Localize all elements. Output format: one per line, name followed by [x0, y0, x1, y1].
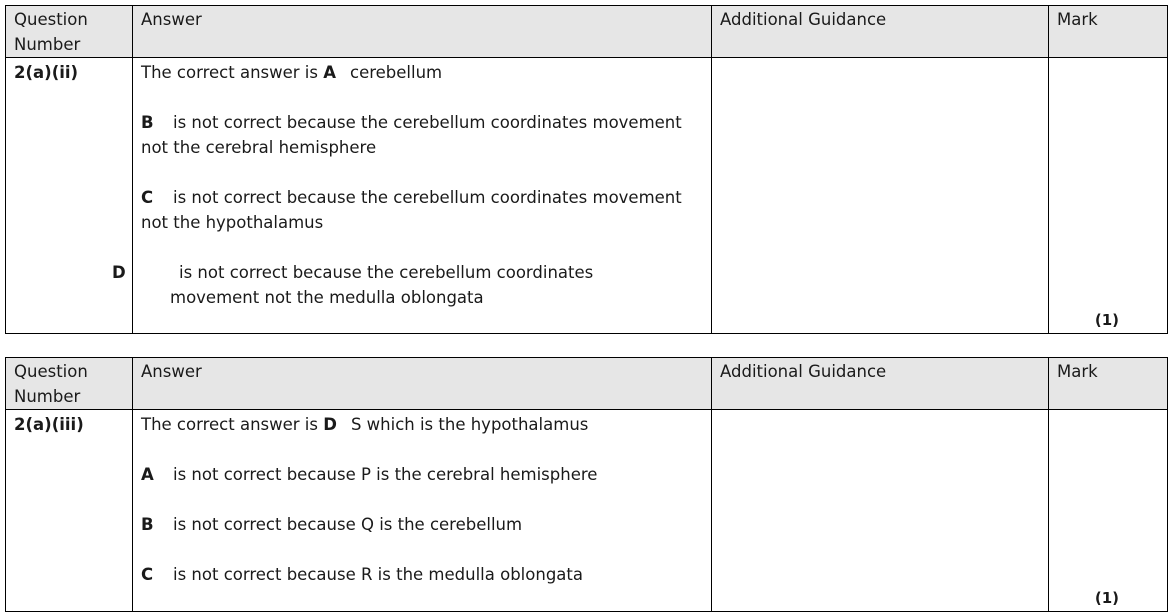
header-additional-guidance: Additional Guidance [712, 6, 1049, 58]
header-question-number: Question Number [6, 358, 133, 410]
header-additional-guidance: Additional Guidance [712, 358, 1049, 410]
header-answer: Answer [133, 358, 712, 410]
question-number: 2(a)(ii) [6, 58, 133, 334]
option-text: is not correct because R is the medulla oblongata [173, 565, 583, 584]
header-mark: Mark [1049, 358, 1168, 410]
additional-guidance-cell [712, 58, 1049, 334]
answer-cell [133, 410, 712, 612]
correct-answer-text: S which is the hypothalamus [350, 415, 589, 434]
option-explanation [141, 185, 703, 235]
mark-cell [1049, 58, 1168, 334]
option-letter: C [141, 565, 154, 584]
mark-scheme-table-2a-iii [5, 357, 1168, 612]
option-letter: B [141, 515, 154, 534]
option-text-continued: not the cerebral hemisphere [141, 138, 377, 157]
option-letter: A [141, 465, 154, 484]
mark-value: (1) [1094, 589, 1119, 607]
option-explanation [141, 562, 703, 587]
option-letter: B [141, 113, 154, 132]
option-text: is not correct because the cerebellum coordinates movement [173, 188, 682, 207]
correct-answer-prefix: The correct answer is [141, 63, 318, 82]
option-letter: C [141, 188, 154, 207]
answer-row [6, 58, 1168, 334]
header-answer: Answer [133, 6, 712, 58]
header-mark: Mark [1049, 6, 1168, 58]
question-number: 2(a)(iii) [6, 410, 133, 612]
option-text: is not correct because P is the cerebral hemisphere [173, 465, 598, 484]
mark-scheme-table-2a-ii [5, 5, 1168, 334]
option-text: is not correct because the cerebellum coordinates movement [173, 113, 682, 132]
correct-answer-prefix: The correct answer is [141, 415, 318, 434]
option-text-continued: not the hypothalamus [141, 213, 324, 232]
correct-answer-text: cerebellum [350, 63, 443, 82]
option-text: is not correct because the cerebellum coordinates [179, 263, 594, 282]
header-row [6, 6, 1168, 58]
answer-row [6, 410, 1168, 612]
option-text: is not correct because Q is the cerebellum [173, 515, 523, 534]
correct-answer-line [141, 60, 703, 85]
option-explanation [141, 110, 703, 160]
option-explanation [141, 512, 703, 537]
option-text-continued: movement not the medulla oblongata [170, 288, 484, 307]
option-explanation [141, 462, 703, 487]
header-question-number: Question Number [6, 6, 133, 58]
correct-answer-line [141, 412, 703, 437]
additional-guidance-cell [712, 410, 1049, 612]
mark-value: (1) [1094, 311, 1119, 329]
correct-answer-letter: A [323, 63, 337, 82]
option-letter: D [112, 263, 126, 282]
correct-answer-letter: D [323, 415, 337, 434]
header-row [6, 358, 1168, 410]
answer-cell [112, 58, 712, 334]
mark-cell [1049, 410, 1168, 612]
option-explanation [112, 260, 703, 310]
